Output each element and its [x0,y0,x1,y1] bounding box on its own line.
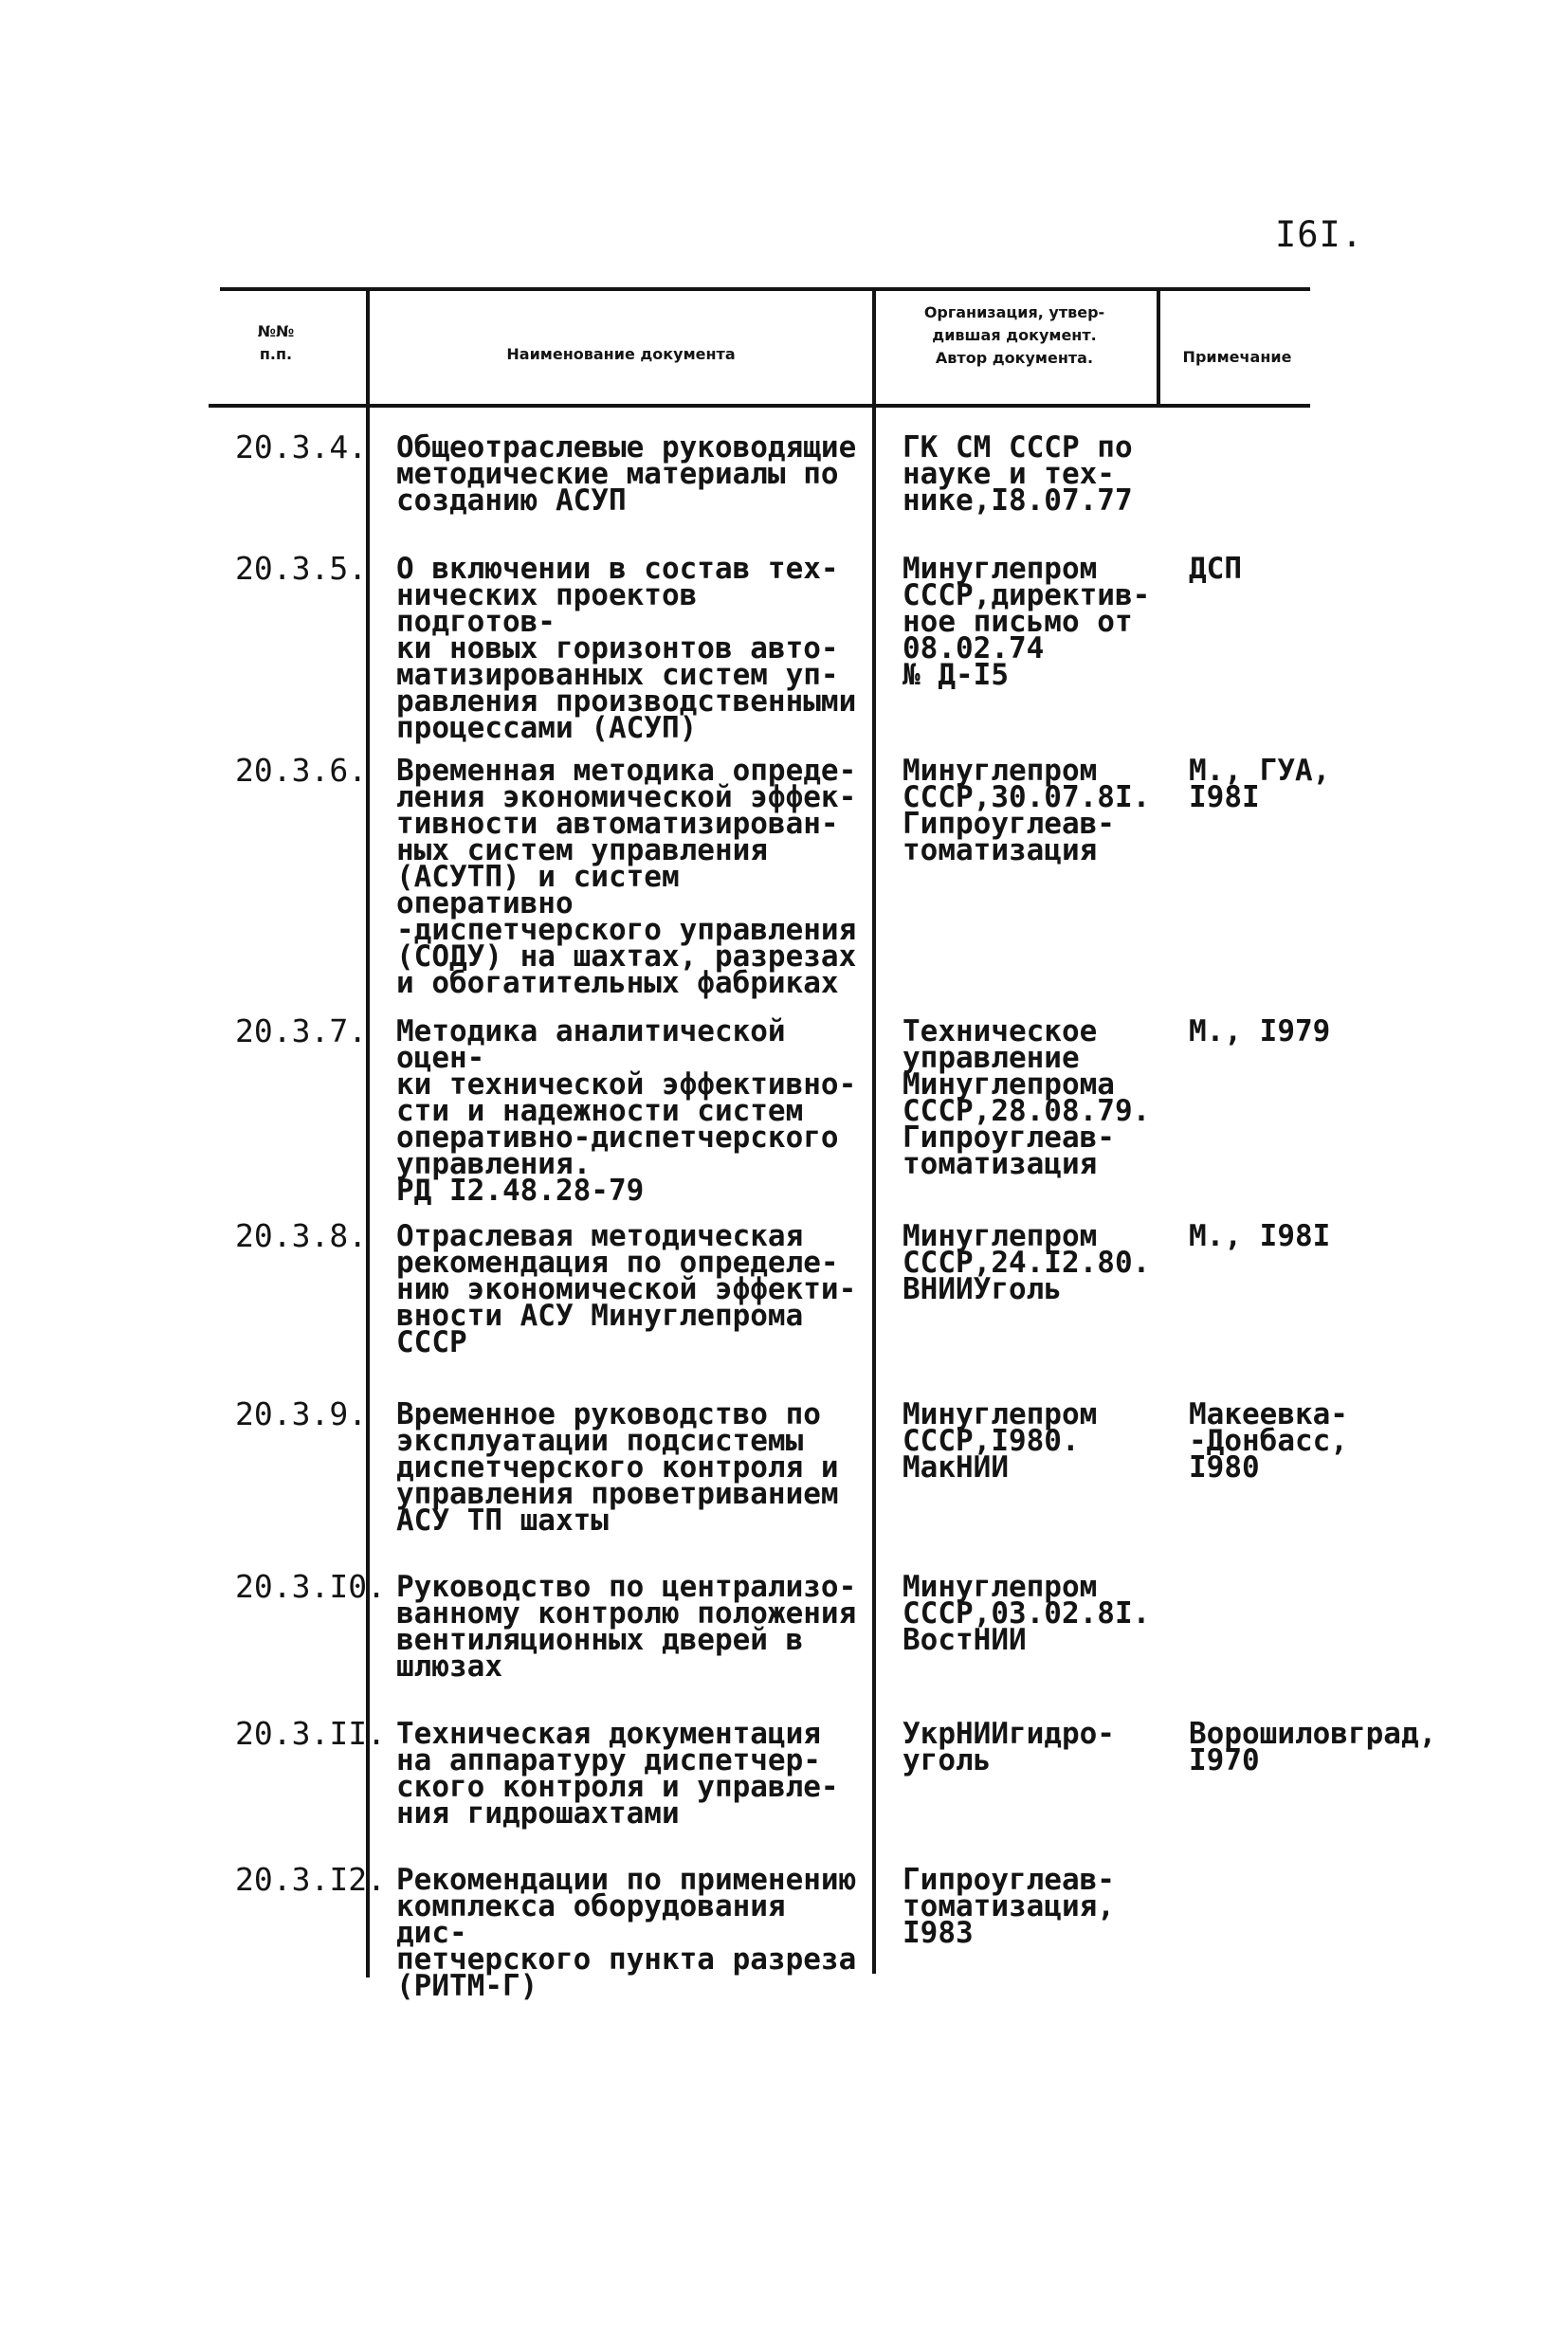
row-organization: ГК СМ СССР по науке и тех- нике,I8.07.77 [903,430,1133,518]
row-organization: Минуглепром СССР,03.02.8I. ВостНИИ [903,1570,1151,1657]
row-document-name: Временное руководство по эксплуатации подсистемы диспетчерского контроля и управления проветриванием АСУ ТП шахты [396,1397,839,1538]
column-divider-3 [1157,290,1160,408]
row-document-name: Временная методика опреде- ления экономической эффек- тивности автоматизирован- ных систем управления (АСУТП) и систем оперативно -диспетчерского управления (СОДУ) на шахтах, разрезах и обогатительных фабриках [396,754,857,1000]
table-top-rule [220,287,1310,291]
column-divider-2 [872,290,876,1974]
header-note: Примечание [1182,348,1292,366]
page-number: I6I. [1275,214,1364,255]
row-number: 20.3.8. [235,1217,368,1254]
row-number: 20.3.6. [235,752,368,789]
row-organization: Минуглепром СССР,I980. МакНИИ [903,1397,1098,1485]
row-note: М., ГУА, I98I [1189,754,1331,814]
row-document-name: Рекомендации по применению комплекса оборудования дис- петчерского пункта разреза (РИТМ-Г) [396,1863,857,2003]
row-number: 20.3.9. [235,1395,368,1432]
row-organization: Техническое управление Минуглепрома СССР,28.08.79. Гипроуглеав- томатизация [903,1014,1151,1181]
row-document-name: О включении в состав тех- нических проектов подготов- ки новых горизонтов авто- матизированных систем уп- равления производственными процессами (АСУП) [396,552,857,745]
row-note: М., I979 [1189,1014,1331,1048]
row-organization: Минуглепром СССР,24.I2.80. ВНИИУголь [903,1219,1151,1306]
row-note: Макеевка- -Донбасс, I980 [1189,1397,1348,1485]
row-document-name: Общеотраслевые руководящие методические материалы по созданию АСУП [396,430,857,518]
row-document-name: Отраслевая методическая рекомендация по определе- нию экономической эффекти- вности АСУ Минуглепрома СССР [396,1219,857,1359]
row-note: М., I98I [1189,1219,1331,1253]
row-number: 20.3.II. [235,1715,386,1752]
row-note: ДСП [1189,552,1242,586]
row-number: 20.3.I0. [235,1568,386,1605]
row-number: 20.3.7. [235,1012,368,1049]
row-organization: Гипроуглеав- томатизация, I983 [903,1863,1115,1950]
row-number: 20.3.5. [235,550,368,587]
row-number: 20.3.I2. [235,1861,386,1898]
row-organization: Минуглепром СССР,директив- ное письмо от 08.02.74 № Д-I5 [903,552,1151,692]
row-organization: Минуглепром СССР,30.07.8I. Гипроуглеав- томатизация [903,754,1151,867]
row-note: Ворошиловград, I970 [1189,1717,1437,1777]
header-document-name: Наименование документа [506,345,736,363]
header-number: №№ п.п. [257,322,295,363]
row-number: 20.3.4. [235,428,368,465]
row-document-name: Руководство по централизо- ванному контролю положения вентиляционных дверей в шлюзах [396,1570,857,1684]
header-organization: Организация, утвер- дившая документ. Автор документа. [923,303,1105,367]
row-organization: УкрНИИгидро- уголь [903,1717,1115,1777]
table-header-rule [209,404,1310,408]
row-document-name: Методика аналитической оцен- ки технической эффективно- сти и надежности систем оперативно-диспетчерского управления. РД I2.48.28-79 [396,1014,857,1208]
row-document-name: Техническая документация на аппаратуру диспетчер- ского контроля и управле- ния гидрошахтами [396,1717,839,1831]
